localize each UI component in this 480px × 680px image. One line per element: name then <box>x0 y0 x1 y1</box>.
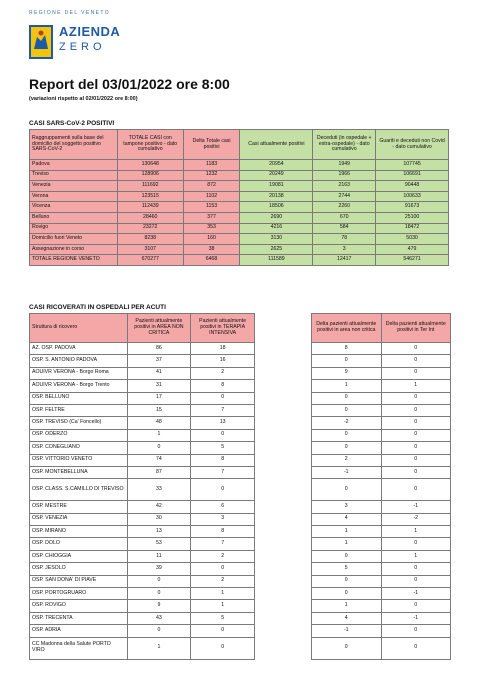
table-cell: 23272 <box>117 223 183 234</box>
table-cell: 1153 <box>183 202 240 213</box>
row-label: Rovigo <box>30 223 118 234</box>
table-cell: 0 <box>127 575 191 587</box>
table-row <box>30 612 255 624</box>
table-row <box>30 454 255 466</box>
section-title-positivi: CASI SARS-CoV-2 POSITIVI <box>29 120 115 127</box>
row-label: OSP. FELTRE <box>30 404 128 416</box>
ricoverati-header-row <box>30 314 255 343</box>
table-cell: 111692 <box>117 181 183 192</box>
col-header: Delta Totale casi positivi <box>183 130 240 160</box>
table-cell: 0 <box>312 355 382 367</box>
row-label: OSP. JESOLO <box>30 563 128 575</box>
table-row <box>312 600 451 612</box>
row-label: OSP. CONEGLIANO <box>30 442 128 454</box>
table-row <box>312 466 451 478</box>
table-cell: 38 <box>183 244 240 255</box>
table-row <box>30 160 449 171</box>
table-cell: 0 <box>381 575 451 587</box>
table-cell: -1 <box>381 612 451 624</box>
table-row <box>312 575 451 587</box>
table-cell: 7 <box>191 404 255 416</box>
col-header: Pazienti attualmente positivi in TERAPIA INTENSIVA <box>191 314 255 343</box>
table-row <box>30 234 449 245</box>
table-cell: 0 <box>127 588 191 600</box>
table-row <box>312 526 451 538</box>
table-row <box>30 367 255 379</box>
table-cell: 5030 <box>376 234 449 245</box>
row-label: OSP. VITTORIO VENETO <box>30 454 128 466</box>
table-cell: 20954 <box>240 160 313 171</box>
table-cell: 0 <box>381 392 451 404</box>
row-label: Belluno <box>30 212 118 223</box>
table-cell: -1 <box>381 501 451 513</box>
table-cell: 9 <box>312 367 382 379</box>
table-row <box>312 588 451 600</box>
table-row <box>30 600 255 612</box>
table-cell: 112439 <box>117 202 183 213</box>
table-cell: 0 <box>381 343 451 355</box>
table-cell: -1 <box>312 625 382 637</box>
row-label: OSP. MONTEBELLUNA <box>30 466 128 478</box>
table-cell: 584 <box>313 223 376 234</box>
table-row <box>312 355 451 367</box>
table-cell: -1 <box>381 588 451 600</box>
table-cell: 123515 <box>117 191 183 202</box>
row-label: OSP. MESTRE <box>30 501 128 513</box>
table-row <box>312 454 451 466</box>
table-cell: 1232 <box>183 170 240 181</box>
table-cell: 3130 <box>240 234 313 245</box>
table-cell: 7 <box>191 538 255 550</box>
table-cell: 9 <box>127 600 191 612</box>
table-cell: 0 <box>381 637 451 659</box>
table-cell: -2 <box>381 513 451 525</box>
table-cell: 42 <box>127 501 191 513</box>
table-row <box>30 392 255 404</box>
table-row <box>312 513 451 525</box>
table-cell: 13 <box>191 417 255 429</box>
table-row <box>30 244 449 255</box>
table-cell: 0 <box>312 442 382 454</box>
row-label: OSP. TREVISO (Ca' Foncello) <box>30 417 128 429</box>
table-row <box>30 526 255 538</box>
table-cell: 0 <box>312 429 382 441</box>
table-cell: 0 <box>381 563 451 575</box>
table-cell: 18472 <box>376 223 449 234</box>
table-row <box>30 343 255 355</box>
table-cell: 670277 <box>117 255 183 266</box>
table-cell: 1 <box>381 526 451 538</box>
table-cell: 1 <box>312 600 382 612</box>
row-label: AZ. OSP. PADOVA <box>30 343 128 355</box>
table-cell: 353 <box>183 223 240 234</box>
table-cell: 19081 <box>240 181 313 192</box>
table-row <box>312 417 451 429</box>
table-cell: 0 <box>381 538 451 550</box>
row-label: OSP. SAN DONA' DI PIAVE <box>30 575 128 587</box>
table-cell: 53 <box>127 538 191 550</box>
table-cell: 33 <box>127 479 191 501</box>
table-cell: 160 <box>183 234 240 245</box>
table-cell: 0 <box>381 367 451 379</box>
row-label: OSP. ADRIA <box>30 625 128 637</box>
row-label: OSP. CHIOGGIA <box>30 550 128 562</box>
table-row <box>30 417 255 429</box>
table-row <box>312 637 451 659</box>
table-cell: 0 <box>312 404 382 416</box>
table-cell: 106691 <box>376 170 449 181</box>
table-cell: 1 <box>381 550 451 562</box>
table-row <box>30 212 449 223</box>
table-cell: 128906 <box>117 170 183 181</box>
table-row <box>30 637 255 659</box>
azienda-zero-logo <box>29 19 119 63</box>
col-header: Struttura di ricovero <box>30 314 128 343</box>
table-cell: 1966 <box>313 170 376 181</box>
table-row <box>30 404 255 416</box>
table-cell: 2163 <box>313 181 376 192</box>
table-row <box>312 404 451 416</box>
table-row <box>30 466 255 478</box>
table-row <box>30 442 255 454</box>
table-row <box>30 255 449 266</box>
table-row <box>30 538 255 550</box>
table-row <box>312 501 451 513</box>
table-cell: 0 <box>312 575 382 587</box>
table-cell: 0 <box>312 550 382 562</box>
table-row <box>312 429 451 441</box>
table-row <box>30 170 449 181</box>
table-cell: 0 <box>191 625 255 637</box>
table-cell: 78 <box>313 234 376 245</box>
logo-text-azienda: AZIENDA <box>59 24 121 39</box>
row-label: OSP. MIRANO <box>30 526 128 538</box>
table-cell: 100633 <box>376 191 449 202</box>
table-cell: 16 <box>191 355 255 367</box>
table-row <box>312 625 451 637</box>
table-row <box>30 202 449 213</box>
row-label: OSP. TRECENTA <box>30 612 128 624</box>
row-label: Vicenza <box>30 202 118 213</box>
table-cell: 0 <box>381 454 451 466</box>
table-cell: 8 <box>191 380 255 392</box>
table-cell: 4216 <box>240 223 313 234</box>
table-cell: 0 <box>127 442 191 454</box>
table-cell: -1 <box>312 466 382 478</box>
table-cell: 48 <box>127 417 191 429</box>
table-cell: 28460 <box>117 212 183 223</box>
table-row <box>30 355 255 367</box>
table-cell: 5 <box>191 442 255 454</box>
table-cell: 18506 <box>240 202 313 213</box>
row-label: Verona <box>30 191 118 202</box>
table-row <box>30 380 255 392</box>
delta-header-row <box>312 314 451 343</box>
table-cell: 2 <box>191 575 255 587</box>
table-cell: 4 <box>312 612 382 624</box>
table-cell: 3107 <box>117 244 183 255</box>
table-cell: 91673 <box>376 202 449 213</box>
table-row <box>30 575 255 587</box>
table-cell: 8 <box>312 343 382 355</box>
table-cell: 0 <box>381 625 451 637</box>
table-cell: 6 <box>191 501 255 513</box>
section-title-ricoverati: CASI RICOVERATI IN OSPEDALI PER ACUTI <box>29 304 166 311</box>
table-cell: 0 <box>381 429 451 441</box>
table-row <box>30 429 255 441</box>
table-cell: 6468 <box>183 255 240 266</box>
table-cell: 3 <box>312 501 382 513</box>
table-cell: 86 <box>127 343 191 355</box>
table-cell: 130648 <box>117 160 183 171</box>
table-cell: 1949 <box>313 160 376 171</box>
table-cell: 3 <box>313 244 376 255</box>
table-cell: 87 <box>127 466 191 478</box>
row-label: AOUIVR VERONA - Borgo Trento <box>30 380 128 392</box>
table-cell: 5 <box>312 563 382 575</box>
table-cell: 5 <box>191 612 255 624</box>
row-label: Venezia <box>30 181 118 192</box>
table-cell: 1 <box>127 637 191 659</box>
col-header: Delta pazienti attualmente positivi in area non critica <box>312 314 382 343</box>
table-cell: 1 <box>127 429 191 441</box>
table-cell: 7 <box>191 466 255 478</box>
table-cell: 1 <box>381 380 451 392</box>
table-cell: 90448 <box>376 181 449 192</box>
table-cell: 2260 <box>313 202 376 213</box>
table-cell: 0 <box>381 466 451 478</box>
row-label: OSP. VENEZIA <box>30 513 128 525</box>
table-cell: 1 <box>312 526 382 538</box>
table-cell: 0 <box>191 563 255 575</box>
table-cell: 8 <box>191 454 255 466</box>
col-header: TOTALE CASI con tampone positivo - dato cumulativo <box>117 130 183 160</box>
table-row <box>30 501 255 513</box>
table-cell: 12417 <box>313 255 376 266</box>
col-header: Casi attualmente positivi <box>240 130 313 160</box>
table-cell: 0 <box>312 392 382 404</box>
table-cell: 1183 <box>183 160 240 171</box>
table-row <box>30 181 449 192</box>
delta-ricoverati-table <box>311 313 451 660</box>
table-cell: 43 <box>127 612 191 624</box>
table-cell: 0 <box>191 392 255 404</box>
table-cell: 0 <box>381 417 451 429</box>
table-cell: 20138 <box>240 191 313 202</box>
table-cell: 2 <box>312 454 382 466</box>
table-row <box>30 550 255 562</box>
table-cell: 31 <box>127 380 191 392</box>
table-cell: 0 <box>381 479 451 501</box>
table-cell: 8 <box>191 526 255 538</box>
row-label: OSP. S. ANTONIO PADOVA <box>30 355 128 367</box>
table-cell: 1 <box>312 380 382 392</box>
table-cell: 0 <box>312 637 382 659</box>
row-label: Assegnazione in corso <box>30 244 118 255</box>
row-label: CC Madonna della Salute PORTO VIRO <box>30 637 128 659</box>
positivi-table <box>29 129 449 266</box>
table-cell: 872 <box>183 181 240 192</box>
table-cell: 479 <box>376 244 449 255</box>
table-cell: 2625 <box>240 244 313 255</box>
table-cell: 3 <box>191 513 255 525</box>
row-label: OSP. ODERZO <box>30 429 128 441</box>
row-label: OSP. ROVIGO <box>30 600 128 612</box>
col-header: Raggruppamenti sulla base del domicilio del soggetto positivo SARS-CoV-2 <box>30 130 118 160</box>
table-cell: 2 <box>191 550 255 562</box>
table-row <box>30 223 449 234</box>
table-cell: 0 <box>381 355 451 367</box>
table-cell: 18 <box>191 343 255 355</box>
table-cell: 0 <box>312 588 382 600</box>
table-cell: 1 <box>191 600 255 612</box>
row-label: Treviso <box>30 170 118 181</box>
table-row <box>30 513 255 525</box>
table-cell: 1102 <box>183 191 240 202</box>
row-label: OSP. CLASS. S.CAMILLO DI TREVISO <box>30 479 128 501</box>
table-row <box>30 191 449 202</box>
table-cell: 1 <box>312 538 382 550</box>
region-label: REGIONE DEL VENETO <box>29 10 111 16</box>
table-row <box>312 612 451 624</box>
table-cell: 0 <box>312 479 382 501</box>
table-row <box>312 380 451 392</box>
table-row <box>30 563 255 575</box>
table-cell: 4 <box>312 513 382 525</box>
row-label: Padova <box>30 160 118 171</box>
table-cell: 8238 <box>117 234 183 245</box>
table-cell: 0 <box>381 404 451 416</box>
table-row <box>312 367 451 379</box>
table-cell: 0 <box>381 600 451 612</box>
row-label: OSP. BELLUNO <box>30 392 128 404</box>
table-row <box>312 538 451 550</box>
table-row <box>312 343 451 355</box>
table-cell: 37 <box>127 355 191 367</box>
table-cell: 1 <box>191 588 255 600</box>
col-header: Deceduti (in ospedale + extra-ospedale) - dato cumulativo <box>313 130 376 160</box>
table-cell: 39 <box>127 563 191 575</box>
table-row <box>312 392 451 404</box>
table-cell: 15 <box>127 404 191 416</box>
table-row <box>312 563 451 575</box>
table-cell: 2744 <box>313 191 376 202</box>
report-title: Report del 03/01/2022 ore 8:00 <box>29 76 230 92</box>
table-cell: 11 <box>127 550 191 562</box>
table-cell: 0 <box>127 625 191 637</box>
table-cell: -2 <box>312 417 382 429</box>
table-cell: 0 <box>191 429 255 441</box>
table-cell: 20249 <box>240 170 313 181</box>
table-cell: 41 <box>127 367 191 379</box>
table-row <box>312 550 451 562</box>
row-label: OSP. PORTOGRUARO <box>30 588 128 600</box>
lion-emblem-icon <box>29 25 53 59</box>
table-cell: 25100 <box>376 212 449 223</box>
table-row <box>30 625 255 637</box>
table-cell: 30 <box>127 513 191 525</box>
table-cell: 13 <box>127 526 191 538</box>
positivi-header-row <box>30 130 449 160</box>
table-cell: 546271 <box>376 255 449 266</box>
table-cell: 17 <box>127 392 191 404</box>
table-cell: 2690 <box>240 212 313 223</box>
report-subtitle: (variazioni rispetto al 02/01/2022 ore 8:00) <box>29 96 138 102</box>
ricoverati-table <box>29 313 255 660</box>
table-cell: 74 <box>127 454 191 466</box>
table-cell: 670 <box>313 212 376 223</box>
row-label: OSP. DOLO <box>30 538 128 550</box>
row-label: AOUIVR VERONA - Borgo Roma <box>30 367 128 379</box>
col-header: Pazienti attualmente positivi in AREA NON CRITICA <box>127 314 191 343</box>
row-label: TOTALE REGIONE VENETO <box>30 255 118 266</box>
table-row <box>30 588 255 600</box>
table-row <box>312 479 451 501</box>
logo-text-zero: ZERO <box>59 41 106 53</box>
table-cell: 107745 <box>376 160 449 171</box>
col-header: Delta pazienti attualmente positivi in Ter Int <box>381 314 451 343</box>
table-cell: 0 <box>191 637 255 659</box>
table-cell: 377 <box>183 212 240 223</box>
col-header: Guariti e deceduti non Covid - dato cumulativo <box>376 130 449 160</box>
table-cell: 0 <box>191 479 255 501</box>
table-row <box>312 442 451 454</box>
row-label: Domicilio fuori Veneto <box>30 234 118 245</box>
table-row <box>30 479 255 501</box>
table-cell: 2 <box>191 367 255 379</box>
table-cell: 111589 <box>240 255 313 266</box>
table-cell: 0 <box>381 442 451 454</box>
